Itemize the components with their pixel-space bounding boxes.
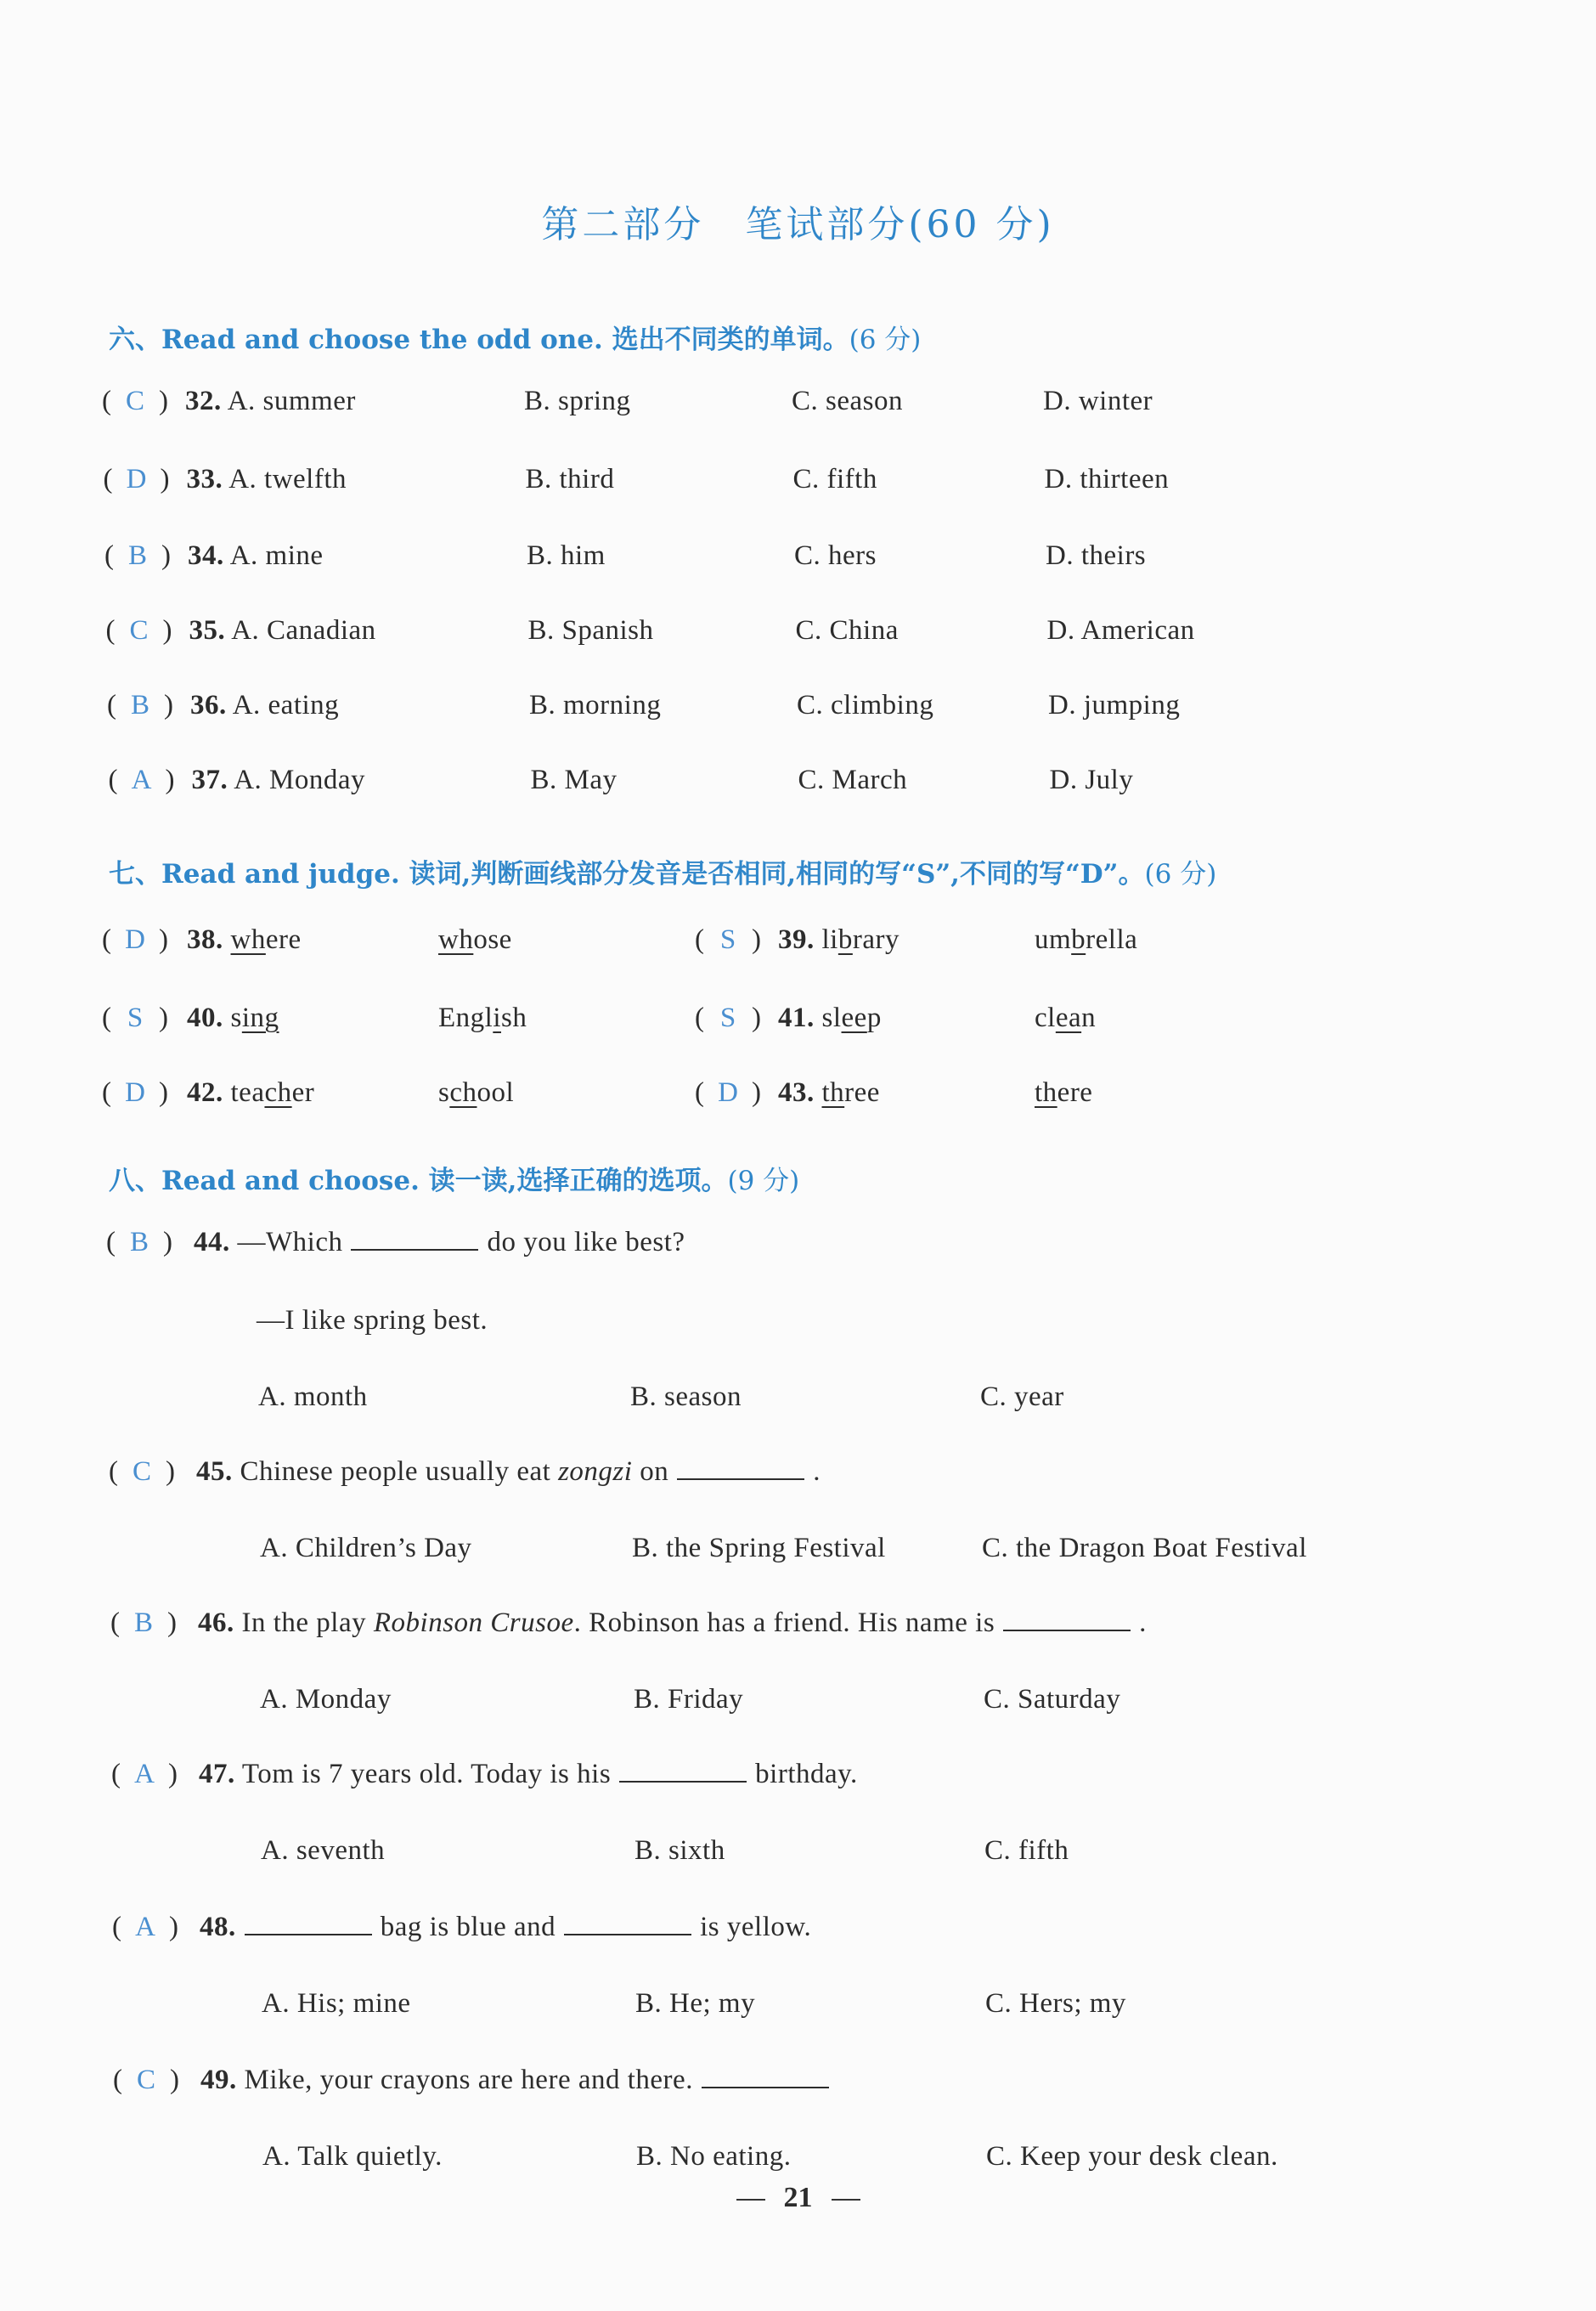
option-c: C. year	[980, 1382, 1064, 1412]
word-part: um	[1035, 924, 1072, 955]
section-6-heading	[109, 318, 921, 356]
option-c: C. March	[798, 765, 908, 795]
option-a	[187, 464, 347, 495]
answer-slot: ( B )	[107, 690, 173, 720]
question-middle: . Robinson has a friend. His name is	[573, 1608, 995, 1638]
answer-slot: ( C )	[113, 2065, 179, 2095]
option-a	[188, 540, 324, 572]
question-prefix: —Which	[237, 1227, 343, 1257]
option-b: B. the Spring Festival	[632, 1533, 886, 1563]
word-two	[438, 924, 512, 956]
word-two	[438, 1077, 514, 1109]
question-prefix: Chinese people usually eat	[240, 1456, 551, 1487]
option-a	[192, 765, 366, 796]
option-a: A. Talk quietly.	[262, 2141, 443, 2172]
answer-blank	[351, 1227, 478, 1251]
option-a-text: A. eating	[232, 690, 340, 720]
word-two	[1035, 1003, 1096, 1034]
option-b: B. spring	[524, 386, 631, 416]
option-d: D. winter	[1043, 386, 1153, 416]
answer-letter: B	[130, 690, 149, 720]
question-45-options	[0, 1533, 1596, 1575]
answer-letter: S	[127, 1003, 144, 1033]
option-d: D. theirs	[1046, 540, 1147, 571]
option-a-text: A. summer	[227, 386, 356, 416]
question-prefix: Mike, your crayons are here and there.	[244, 2065, 693, 2095]
question-47	[0, 1759, 1596, 1801]
question-text	[200, 2065, 837, 2096]
answer-slot: ( D )	[102, 1077, 168, 1108]
question-number: 37.	[191, 765, 228, 795]
option-c: C. fifth	[984, 1835, 1069, 1866]
section-8-heading	[109, 1159, 799, 1197]
italic-term: Robinson Crusoe	[373, 1608, 574, 1638]
answer-slot: ( D )	[102, 924, 168, 955]
answer-slot: ( D )	[103, 464, 170, 494]
odd-one-question	[0, 765, 1596, 807]
answer-slot: ( S )	[102, 1003, 168, 1033]
answer-slot: ( D )	[695, 1077, 761, 1108]
option-a: A. month	[258, 1382, 368, 1412]
question-48-options	[0, 1988, 1596, 2031]
word-two	[438, 1003, 527, 1034]
answer-letter: A	[131, 765, 152, 795]
answer-slot: ( S )	[695, 924, 761, 955]
question-text	[198, 1608, 1147, 1639]
section-8-points: (9 分)	[727, 1166, 800, 1196]
answer-blank	[677, 1456, 804, 1480]
option-b: B. He; my	[635, 1988, 756, 2019]
question-45	[0, 1456, 1596, 1499]
question-number: 34.	[188, 540, 224, 571]
italic-term: zongzi	[558, 1456, 633, 1487]
section-8-title: 八、Read and choose. 读一读,选择正确的选项。	[109, 1166, 728, 1196]
option-c: C. Keep your desk clean.	[986, 2141, 1278, 2172]
option-c: C. season	[792, 386, 903, 416]
question-suffix: do you like best?	[487, 1227, 685, 1257]
option-c: C. climbing	[797, 690, 934, 720]
word-part: cl	[1035, 1003, 1056, 1033]
section-7-points: (6 分)	[1144, 859, 1217, 890]
answer-blank	[1003, 1608, 1131, 1631]
option-b: B. Friday	[634, 1684, 744, 1715]
question-46-options	[0, 1684, 1596, 1726]
question-44-options	[0, 1382, 1596, 1424]
question-number: 40.	[187, 1003, 223, 1033]
word-part: s	[438, 1077, 450, 1108]
question-suffix: is yellow.	[700, 1912, 812, 1942]
underlined-part: wh	[230, 924, 266, 955]
option-b: B. third	[525, 464, 615, 494]
underlined-part: ing	[241, 1003, 279, 1033]
answer-slot: ( A )	[112, 1912, 178, 1942]
underlined-part: b	[837, 924, 853, 955]
word-part: rella	[1086, 924, 1138, 955]
option-c: C. hers	[794, 540, 877, 571]
option-d: D. July	[1049, 765, 1134, 795]
underlined-part: ch	[449, 1077, 477, 1108]
answer-letter: D	[718, 1077, 738, 1108]
answer-letter: B	[133, 1608, 153, 1638]
question-number: 38.	[187, 924, 223, 955]
section-7-title: 七、Read and judge. 读词,判断画线部分发音是否相同,相同的写“S”,不同的写“D”。	[109, 859, 1145, 890]
word-two	[1035, 1077, 1092, 1109]
word-part: rary	[852, 924, 900, 955]
question-44	[0, 1227, 1596, 1269]
question-number: 41.	[778, 1003, 815, 1033]
answer-slot: ( B )	[104, 540, 171, 571]
question-number: 47.	[199, 1759, 235, 1789]
question-suffix: birthday.	[755, 1759, 858, 1789]
question-number: 49.	[200, 2065, 237, 2095]
option-d: D. American	[1046, 615, 1195, 646]
option-a: A. Monday	[260, 1684, 392, 1715]
question-number: 44.	[194, 1227, 230, 1257]
answer-slot: ( B )	[110, 1608, 177, 1638]
question-text	[194, 1227, 685, 1258]
question-number: 45.	[196, 1456, 233, 1487]
odd-one-question	[0, 464, 1596, 506]
word-part: s	[230, 1003, 242, 1033]
answer-letter: C	[136, 2065, 155, 2095]
option-c: C. Saturday	[984, 1684, 1121, 1715]
word-part: li	[821, 924, 838, 955]
answer-letter: B	[127, 540, 147, 571]
answer-letter: C	[125, 386, 144, 416]
answer-letter: C	[132, 1456, 151, 1487]
option-b: B. morning	[529, 690, 662, 720]
question-number: 46.	[198, 1608, 234, 1638]
answer-slot: ( C )	[102, 386, 168, 416]
option-b: B. him	[527, 540, 606, 571]
answer-blank-2	[564, 1912, 691, 1935]
answer-letter: A	[135, 1912, 155, 1942]
question-text	[200, 1912, 811, 1943]
question-end: .	[1139, 1608, 1147, 1638]
question-49	[0, 2065, 1596, 2107]
question-44-reply	[0, 1305, 1596, 1348]
page-number	[0, 2182, 1596, 2214]
question-middle: on	[640, 1456, 669, 1487]
question-number: 35.	[189, 615, 226, 646]
word-part: sl	[821, 1003, 842, 1033]
underlined-part: th	[821, 1077, 845, 1108]
option-a-text: A. Monday	[234, 765, 366, 795]
word-part: ree	[844, 1077, 880, 1108]
option-c: C. fifth	[792, 464, 877, 494]
question-46	[0, 1608, 1596, 1650]
word-part: sh	[501, 1003, 527, 1033]
option-b: B. season	[630, 1382, 742, 1412]
odd-one-question	[0, 540, 1596, 583]
underlined-part: ch	[264, 1077, 292, 1108]
question-number: 39.	[778, 924, 815, 955]
answer-letter: D	[126, 464, 147, 494]
underlined-part: ea	[1055, 1003, 1082, 1033]
word-part: Engl	[438, 1003, 493, 1033]
answer-letter: C	[129, 615, 149, 646]
answer-letter: B	[129, 1227, 149, 1257]
underlined-part: b	[1071, 924, 1086, 955]
word-part: n	[1081, 1003, 1097, 1033]
word-one	[187, 924, 302, 956]
question-number: 32.	[185, 386, 222, 416]
underlined-part: i	[493, 1003, 501, 1033]
option-d: D. thirteen	[1044, 464, 1170, 494]
word-one	[778, 1003, 882, 1034]
answer-slot: ( C )	[105, 615, 172, 646]
option-a	[185, 386, 356, 417]
option-b: B. No eating.	[636, 2141, 792, 2172]
word-one	[187, 1077, 314, 1109]
word-one	[187, 1003, 279, 1034]
option-c: C. the Dragon Boat Festival	[982, 1533, 1307, 1563]
question-49-options	[0, 2141, 1596, 2184]
word-part: p	[866, 1003, 882, 1033]
option-c: C. Hers; my	[985, 1988, 1126, 2019]
question-number: 36.	[190, 690, 227, 720]
answer-slot: ( C )	[109, 1456, 175, 1487]
question-prefix: In the play	[241, 1608, 367, 1638]
word-one	[778, 924, 900, 956]
option-a: A. Children’s Day	[260, 1533, 472, 1563]
question-prefix: Tom is 7 years old. Today is his	[241, 1759, 612, 1789]
odd-one-question	[0, 690, 1596, 732]
question-text	[196, 1456, 821, 1488]
word-part: er	[291, 1077, 315, 1108]
option-a: A. His; mine	[262, 1988, 411, 2019]
option-a	[189, 615, 376, 647]
word-part: ere	[265, 924, 302, 955]
option-b: B. Spanish	[527, 615, 654, 646]
page-number-text: 21	[783, 2182, 813, 2213]
question-text	[199, 1759, 858, 1790]
page-title: 第二部分 笔试部分(60 分)	[541, 203, 1055, 246]
odd-one-question	[0, 615, 1596, 658]
answer-slot: ( A )	[111, 1759, 178, 1789]
answer-letter: S	[719, 1003, 736, 1033]
section-6-points: (6 分)	[849, 325, 922, 355]
underlined-part: th	[1035, 1077, 1057, 1108]
question-end: .	[813, 1456, 821, 1487]
answer-blank	[702, 2065, 829, 2088]
question-47-options	[0, 1835, 1596, 1878]
question-number: 48.	[200, 1912, 236, 1942]
question-number: 33.	[186, 464, 223, 494]
word-part: tea	[230, 1077, 265, 1108]
underlined-part: ee	[841, 1003, 867, 1033]
answer-blank	[619, 1759, 747, 1783]
option-a: A. seventh	[261, 1835, 386, 1866]
word-part: ool	[477, 1077, 515, 1108]
option-c: C. China	[795, 615, 899, 646]
word-two	[1035, 924, 1137, 956]
section-6-title: 六、Read and choose the odd one. 选出不同类的单词。	[109, 325, 849, 355]
question-number: 43.	[778, 1077, 815, 1108]
answer-slot: ( B )	[106, 1227, 172, 1257]
question-number: 42.	[187, 1077, 223, 1108]
answer-slot: ( A )	[108, 765, 175, 795]
dash-right	[832, 2199, 860, 2201]
option-d: D. jumping	[1048, 690, 1181, 720]
answer-blank-1	[245, 1912, 372, 1935]
option-a-text: A. twelfth	[228, 464, 347, 494]
question-middle: bag is blue and	[380, 1912, 556, 1942]
answer-slot: ( S )	[695, 1003, 761, 1033]
word-part: ere	[1057, 1077, 1093, 1108]
answer-letter: A	[134, 1759, 155, 1789]
odd-one-question	[0, 386, 1596, 428]
dash-left	[736, 2199, 765, 2201]
option-b: B. May	[530, 765, 618, 795]
answer-letter: S	[719, 924, 736, 955]
underlined-part: wh	[438, 924, 474, 955]
word-part: ose	[473, 924, 512, 955]
answer-letter: D	[125, 924, 145, 955]
option-b: B. sixth	[634, 1835, 725, 1866]
option-a-text: A. mine	[229, 540, 324, 571]
section-7-heading	[109, 852, 1216, 890]
option-a	[190, 690, 339, 721]
dialogue-reply: —I like spring best.	[257, 1305, 488, 1336]
word-one	[778, 1077, 880, 1109]
answer-letter: D	[125, 1077, 145, 1108]
question-48	[0, 1912, 1596, 1954]
option-a-text: A. Canadian	[231, 615, 376, 646]
